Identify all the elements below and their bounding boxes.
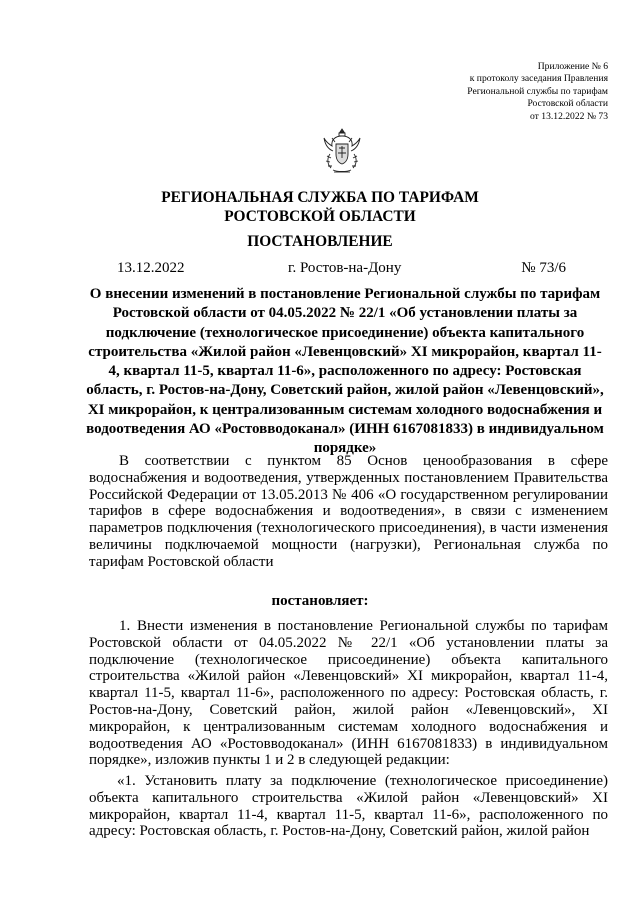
- item-1-number: 1.: [119, 618, 131, 634]
- appendix-note: [408, 61, 608, 123]
- quoted-item-1-paragraph: «1. Установить плату за подключение (технологическое присоединение) объекта капитального строительства «Жилой район «Левенцовский» XI микрорайон, квартал 11-4, квартал 11-5, квартал 11-6», расположенного по адресу: Ростовская область, г. Ростов-на-Дону, Советский район, жилой район: [89, 773, 608, 840]
- item-1-text: Внести изменения в постановление Региональной службы по тарифам Ростовской области от 04.05.2022 № 22/1 «Об установлении платы за подключение (технологическое присоединение) объекта капитального строительства «Жилой район «Левенцовский» XI микрорайон, квартал 11-4, квартал 11-5, квартал 11-6», расположенного по адресу: Ростовская область, г. Ростов-на-Дону, Советский район, жилой район «Левенцовский», XI микрорайон, к централизованным системам холодного водоснабжения и водоотведения АО «Ростовводоканал» (ИНН 6167081833) в индивидуальном порядке», изложив пункты 1 и 2 в следующей редакции:: [89, 618, 608, 769]
- organization-line-1: РЕГИОНАЛЬНАЯ СЛУЖБА ПО ТАРИФАМ: [161, 189, 479, 206]
- document-number: № 73/6: [521, 260, 566, 276]
- organization-line-2: РОСТОВСКОЙ ОБЛАСТИ: [224, 208, 416, 225]
- item-1-paragraph: [89, 618, 608, 769]
- resolves-heading: постановляет:: [271, 593, 369, 609]
- document-type: ПОСТАНОВЛЕНИЕ: [247, 233, 393, 250]
- organization-name: [0, 188, 640, 226]
- document-city: г. Ростов-на-Дону: [288, 260, 402, 276]
- appendix-line-4: Ростовской области: [527, 98, 608, 110]
- document-title: О внесении изменений в постановление Региональной службы по тарифам Ростовской области от 04.05.2022 № 22/1 «Об установлении платы за подключение (технологическое присоединение) объекта капитального строительства «Жилой район «Левенцовский» XI микрорайон, квартал 11-4, квартал 11-5, квартал 11-6», расположенного по адресу: Ростовская область, г. Ростов-на-Дону, Советский район, жилой район «Левенцовский», XI микрорайон, к централизованным системам холодного водоснабжения и водоотведения АО «Ростовводоканал» (ИНН 6167081833) в индивидуальном порядке»: [86, 286, 604, 457]
- appendix-line-1: Приложение № 6: [537, 61, 608, 72]
- coat-of-arms-icon: [321, 126, 363, 176]
- preamble-paragraph: В соответствии с пунктом 85 Основ ценообразования в сфере водоснабжения и водоотведения, утвержденных постановлением Правительства Российской Федерации от 13.05.2013 № 406 «О государственном регулировании тарифов в сфере водоснабжения и водоотведения», в связи с изменением параметров подключения (технологического присоединения), в части изменения величины подключаемой мощности (нагрузки), Региональная служба по тарифам Ростовской области: [89, 453, 608, 570]
- document-date: 13.12.2022: [117, 260, 185, 276]
- appendix-line-3: Региональной службы по тарифам: [467, 85, 608, 97]
- appendix-line-5: от 13.12.2022 № 73: [530, 110, 608, 122]
- document-meta: [80, 258, 592, 278]
- appendix-line-2: к протоколу заседания Правления: [469, 73, 608, 85]
